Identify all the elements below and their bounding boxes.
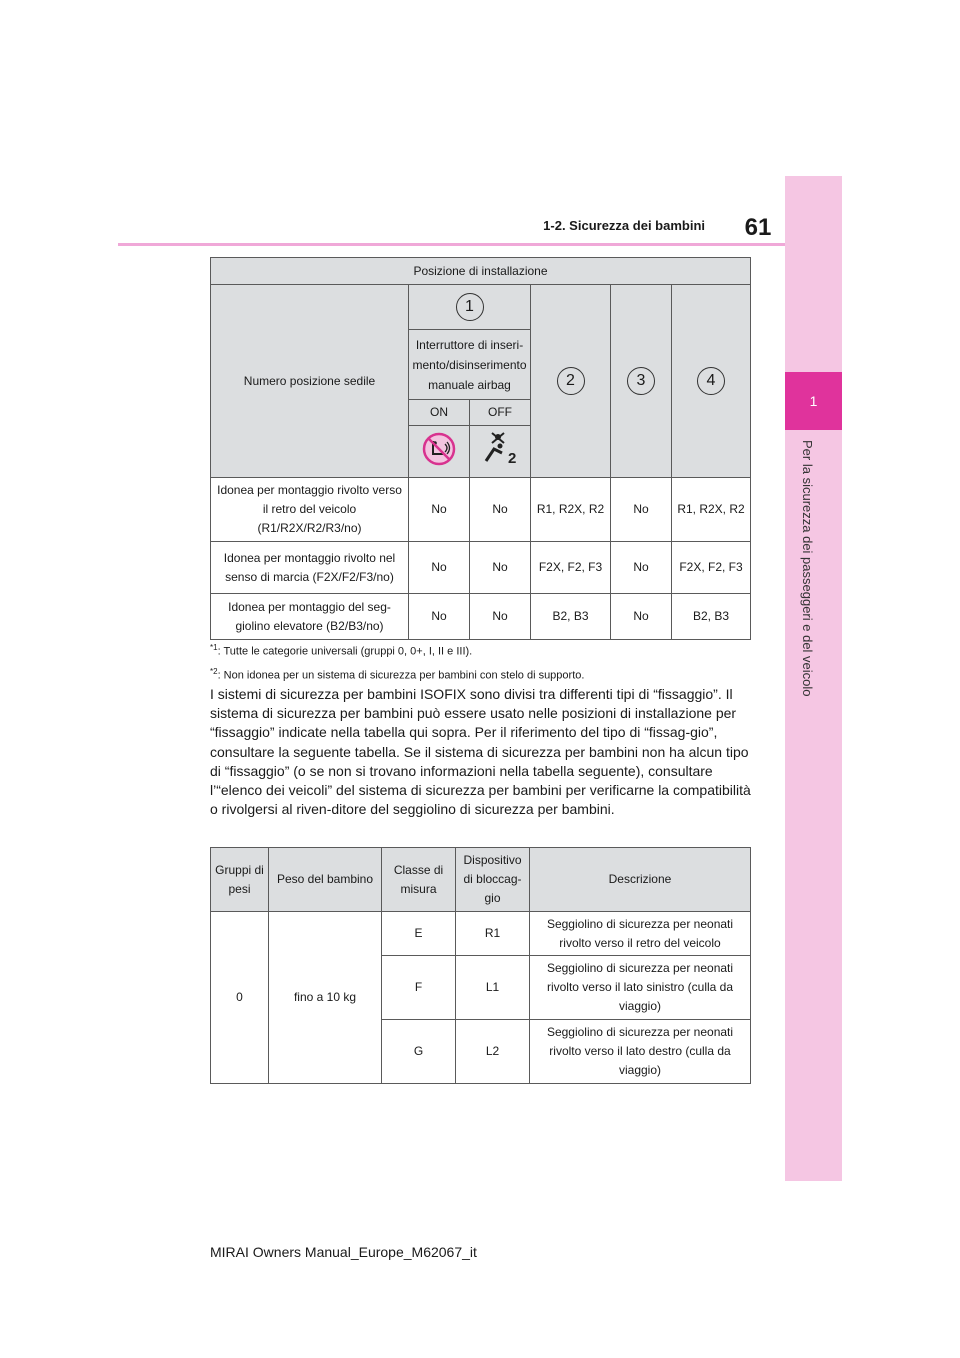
table-row-label: Idonea per montaggio rivolto verso il retro del veicolo (R1/R2X/R2/R3/no) [211, 478, 409, 542]
size-class-cell: G [382, 1020, 456, 1084]
footer-text: MIRAI Owners Manual_Europe_M62067_it [210, 1244, 477, 1260]
col-header-child-weight: Peso del bambino [269, 848, 382, 912]
table-cell: F2X, F2, F3 [672, 542, 751, 594]
footnote: $^{*1}$: Tutte le categorie universali (gruppi 0, 0+, I, II e III). [210, 643, 473, 658]
child-weight-cell: fino a 10 kg [269, 912, 382, 1084]
position-2-label: 2 [557, 367, 585, 395]
installation-position-table [210, 257, 751, 640]
col-header-fixture: Dispositivo di bloccag-gio [456, 848, 530, 912]
header-divider [118, 243, 785, 246]
table-cell: No [409, 542, 470, 594]
seat-position-header: Numero posizione sedile [211, 285, 409, 478]
footnote: $^{*2}$: Non idonea per un sistema di sicurezza per bambini con stelo di supporto. [210, 666, 585, 682]
table-cell: No [611, 542, 672, 594]
description-cell: Seggiolino di sicurezza per neonati rivolto verso il lato sinistro (culla da viaggio) [530, 956, 751, 1020]
switch-on-label: ON [409, 400, 470, 426]
footnotes [210, 638, 750, 685]
table-row-label: Idonea per montaggio rivolto nel senso di marcia (F2X/F2/F3/no) [211, 542, 409, 594]
position-3-label: 3 [627, 367, 655, 395]
table-cell: No [470, 594, 531, 640]
description-cell: Seggiolino di sicurezza per neonati rivolto verso il lato destro (culla da viaggio) [530, 1020, 751, 1084]
position-1-label: 1 [456, 293, 484, 321]
col-header-weight-group: Gruppi di pesi [211, 848, 269, 912]
table-cell: B2, B3 [672, 594, 751, 640]
isofix-fixture-table [210, 847, 751, 1084]
position-4-label: 4 [697, 367, 725, 395]
table-cell: F2X, F2, F3 [531, 542, 611, 594]
col-header-description: Descrizione [530, 848, 751, 912]
col-header-size-class: Classe di misura [382, 848, 456, 912]
table-cell: No [611, 594, 672, 640]
chapter-title: Per la sicurezza dei passeggeri e del veicolo [800, 440, 815, 697]
table-row-label: Idonea per montaggio del seg-giolino elevatore (B2/B3/no) [211, 594, 409, 640]
installation-position-title: Posizione di installazione [211, 258, 751, 285]
svg-text:2: 2 [508, 449, 517, 467]
table-cell: R1, R2X, R2 [672, 478, 751, 542]
fixture-cell: L2 [456, 1020, 530, 1084]
fixture-cell: R1 [456, 912, 530, 956]
description-cell: Seggiolino di sicurezza per neonati rivolto verso il retro del veicolo [530, 912, 751, 956]
table-cell: No [409, 478, 470, 542]
table-cell: No [409, 594, 470, 640]
table-cell: No [611, 478, 672, 542]
table-cell: R1, R2X, R2 [531, 478, 611, 542]
switch-off-label: OFF [470, 400, 531, 426]
chapter-number-badge: 1 [785, 372, 842, 430]
airbag-off-indicator-icon [422, 432, 456, 466]
table-cell: No [470, 478, 531, 542]
airbag-passenger-seat-icon [480, 431, 520, 467]
weight-group-cell: 0 [211, 912, 269, 1084]
size-class-cell: E [382, 912, 456, 956]
size-class-cell: F [382, 956, 456, 1020]
body-paragraph: I sistemi di sicurezza per bambini ISOFIX sono divisi tra differenti tipi di “fissaggio”. Il sistema di sicurezza per bambini può essere usato nelle posizioni di installazione per “fissaggio” indicate nella tabella qui sopra. Per il riferimento del tipo di “fissag-gio”, consultare la seguente tabella. Se il sistema di sicurezza per bambini non ha alcun tipo di “fissaggio” (o se non si trovano informazioni nella tabella seguente), consultare l’“elenco dei veicoli” del sistema di sicurezza per bambini per verificarne la compatibilità o rivolgersi al riven-ditore del seggiolino di sicurezza per bambini. [210, 686, 751, 818]
fixture-cell: L1 [456, 956, 530, 1020]
table-cell: B2, B3 [531, 594, 611, 640]
section-title: 1-2. Sicurezza dei bambini [543, 218, 705, 233]
page-number: 61 [744, 214, 772, 241]
table-cell: No [470, 542, 531, 594]
airbag-switch-label: Interruttore di inseri-mento/disinserimento manuale airbag [409, 330, 531, 400]
